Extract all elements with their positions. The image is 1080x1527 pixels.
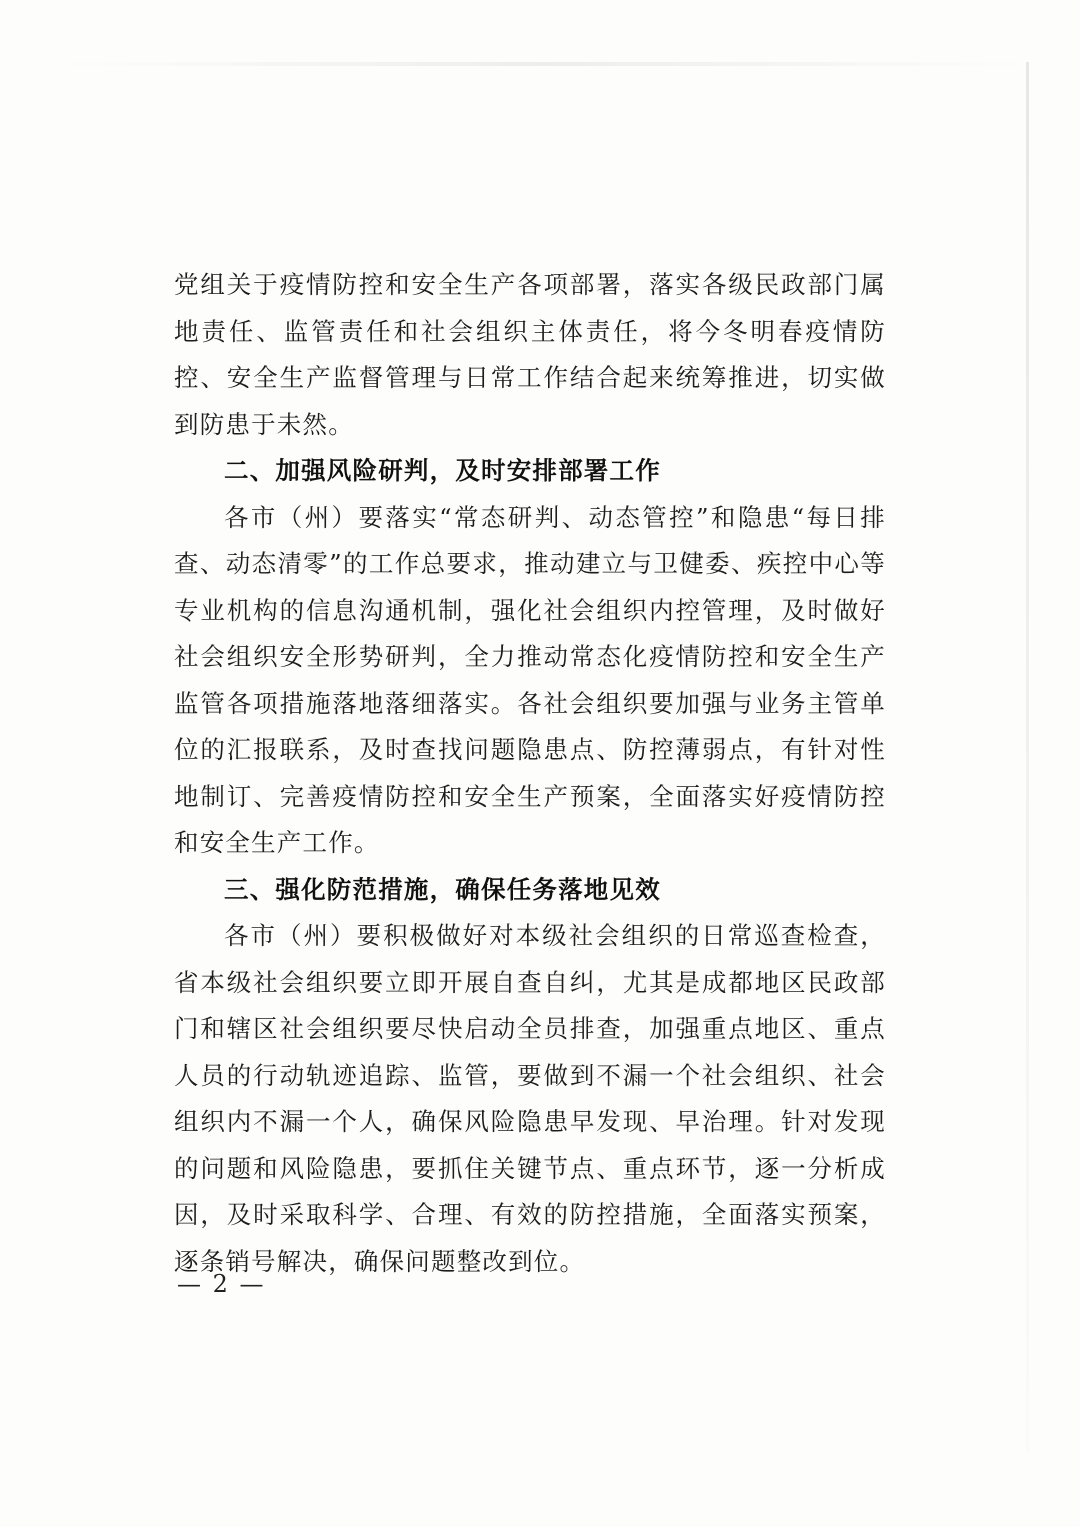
- section-heading-2: 二、加强风险研判，及时安排部署工作: [224, 456, 661, 485]
- scan-edge-right: [1026, 62, 1029, 1452]
- section-2-body: 各市（州）要落实“常态研判、动态管控”和隐患“每日排查、动态清零”的工作总要求，推动建立与卫健委、疾控中心等专业机构的信息沟通机制，强化社会组织内控管理，及时做好社会组织安全形势研判，全力推动常态化疫情防控和安全生产监管各项措施落地落细落实。各社会组织要加强与业务主管单位的汇报联系，及时查找问题隐患点、防控薄弱点，有针对性地制订、完善疫情防控和安全生产预案，全面落实好疫情防控和安全生产工作。: [174, 502, 886, 857]
- document-body: [174, 262, 886, 1285]
- page-number: — 2 —: [177, 1270, 266, 1298]
- section-heading-3: 三、强化防范措施，确保任务落地见效: [224, 874, 661, 904]
- scan-edge-top: [60, 62, 1030, 66]
- paragraph-continuation: 党组关于疫情防控和安全生产各项部署，落实各级民政部门属地责任、监管责任和社会组织主体责任，将今冬明春疫情防控、安全生产监督管理与日常工作结合起来统筹推进，切实做到防患于未然。: [174, 270, 886, 439]
- section-3-body: 各市（州）要积极做好对本级社会组织的日常巡查检查，省本级社会组织要立即开展自查自纠，尤其是成都地区民政部门和辖区社会组织要尽快启动全员排查，加强重点地区、重点人员的行动轨迹追踪、监管，要做到不漏一个社会组织、社会组织内不漏一个人，确保风险隐患早发现、早治理。针对发现的问题和风险隐患，要抓住关键节点、重点环节，逐一分析成因，及时采取科学、合理、有效的防控措施，全面落实预案，逐条销号解决，确保问题整改到位。: [174, 921, 886, 1276]
